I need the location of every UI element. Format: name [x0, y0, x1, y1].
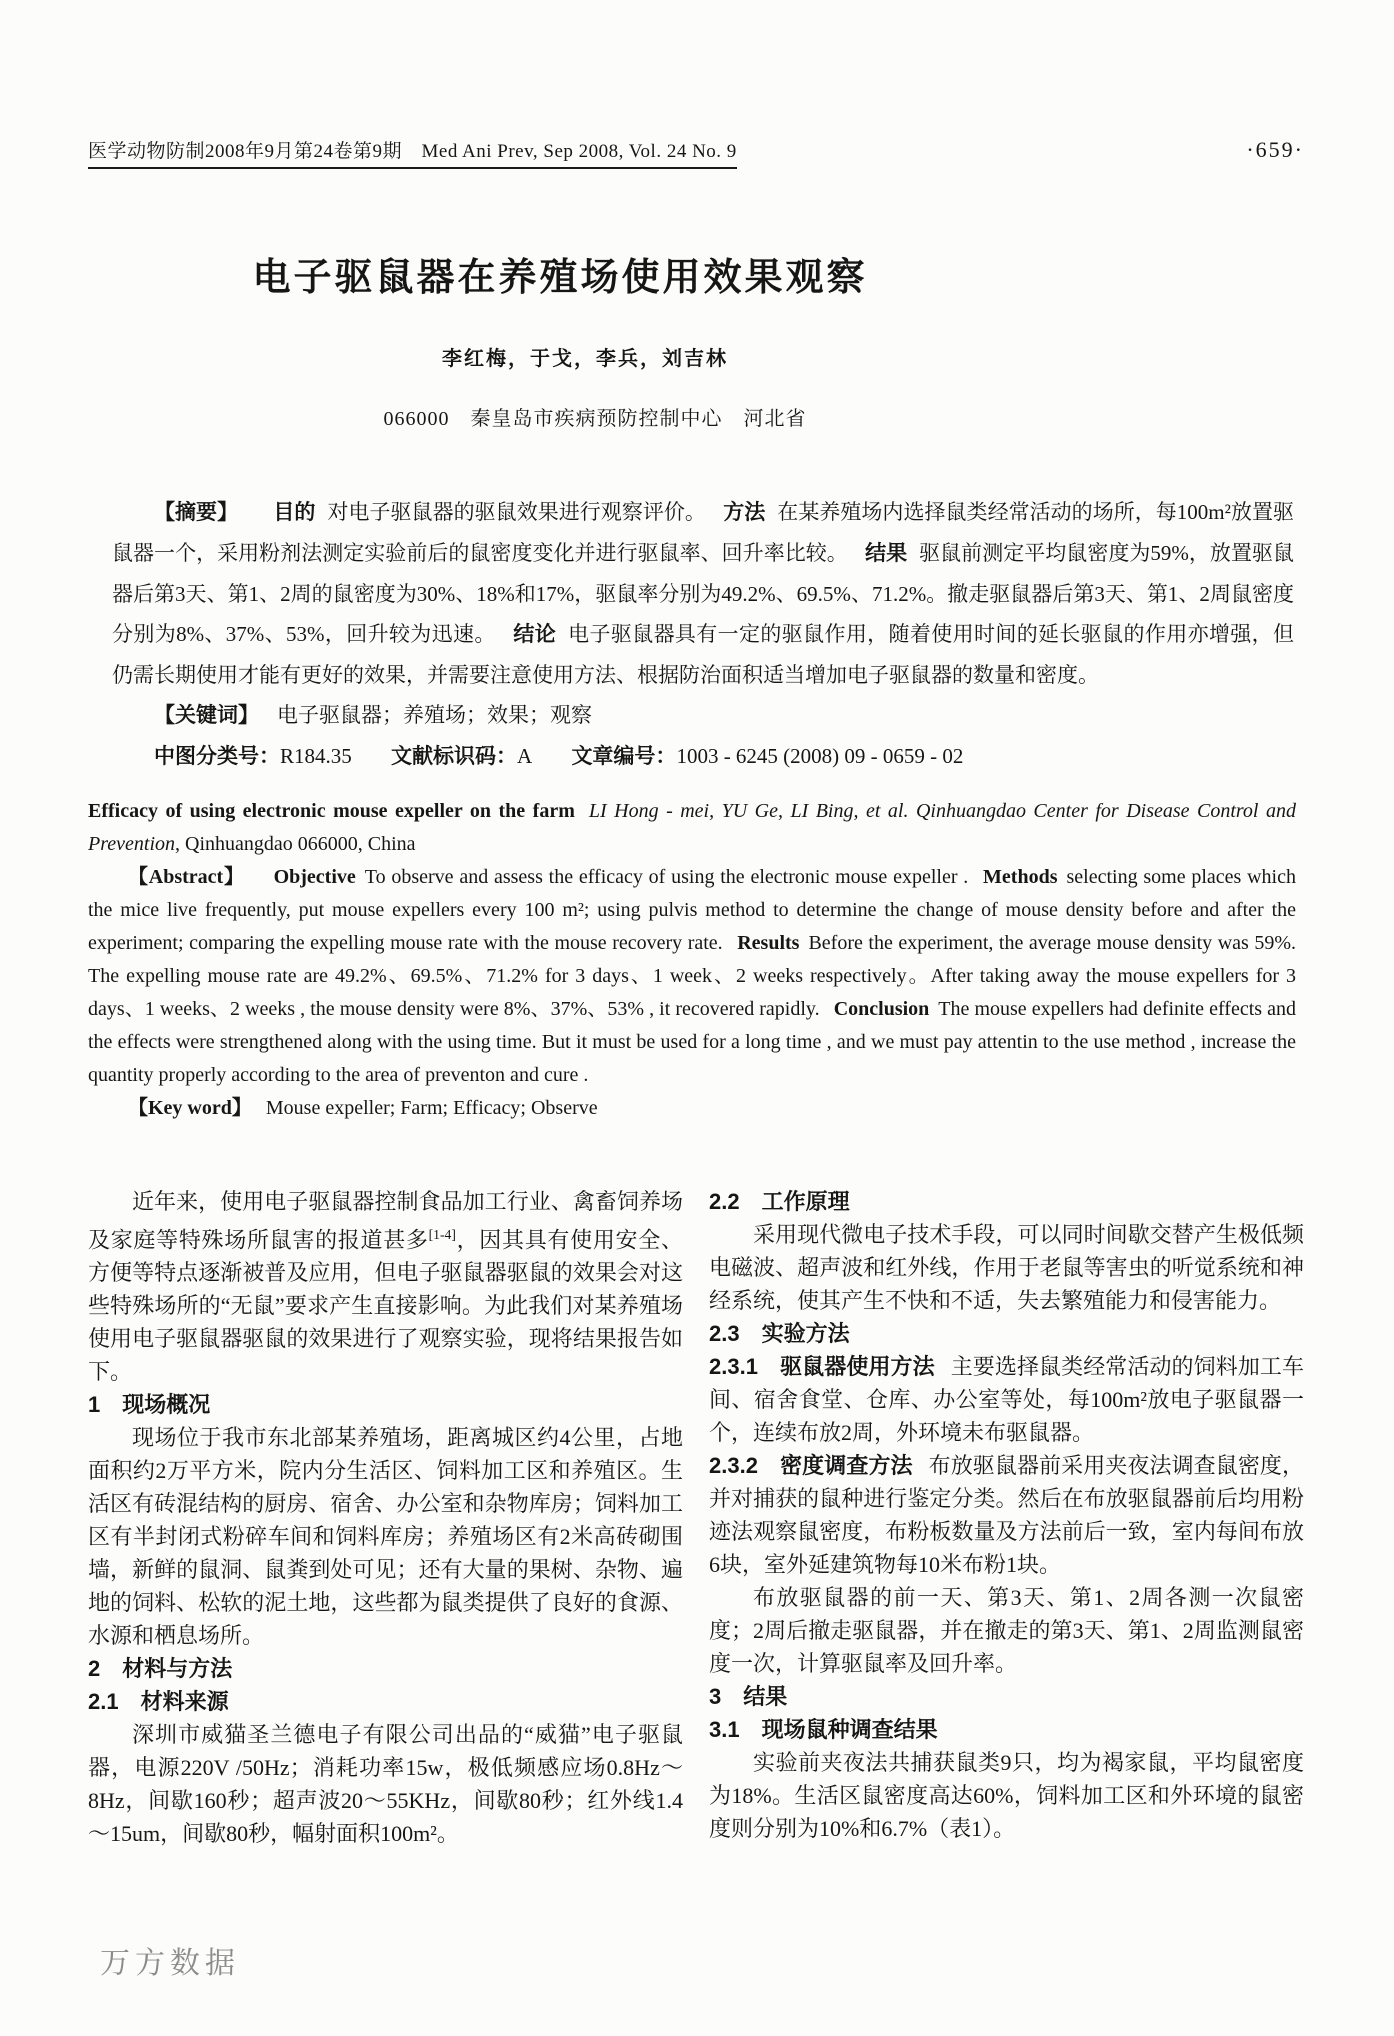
- affiliation-block: [0, 402, 1190, 431]
- citation-superscript: [1-4]: [428, 1227, 456, 1242]
- results-en-text: Before the experiment, the average mouse density was 59%. The expelling mouse rate are 49.2%、69.5%、71.2% for 3 days、1 week、2 weeks respectively。After taking away the mouse expellers for 3 days、1 weeks、2 weeks , the mouse density were 8%、37%、53% , it recovered rapidly.: [88, 932, 1297, 1020]
- objective-en-label: Objective: [273, 866, 356, 888]
- classification-line: [112, 736, 1294, 777]
- keywords-chinese: [112, 695, 1294, 736]
- authors-block: [0, 342, 1170, 371]
- article-id-value: 1003 - 6245 (2008) 09 - 0659 - 02: [676, 744, 964, 768]
- section-2-3-1-text: 主要选择鼠类经常活动的饲料加工车间、宿舍食堂、仓库、办公室等处，每100m²放电子驱鼠器一个，连续布放2周，外环境未布驱鼠器。: [709, 1354, 1304, 1445]
- results-en-label: Results: [737, 932, 800, 954]
- methods-text: 在某养殖场内选择鼠类经常活动的场所，每100m²放置驱鼠器一个，采用粉剂法测定实验前后的鼠密度变化并进行驱鼠率、回升率比较。: [112, 500, 1295, 565]
- doc-code-label: 文献标识码：: [391, 745, 518, 768]
- abstract-english: [88, 795, 1296, 1125]
- section-2-3-2-paragraph: [709, 1449, 1304, 1581]
- section-2-3-1-paragraph: [709, 1350, 1304, 1449]
- right-column: [709, 1185, 1304, 1850]
- keywords-label: 【关键词】: [154, 704, 259, 727]
- keywords-en-text: Mouse expeller; Farm; Efficacy; Observe: [265, 1097, 598, 1119]
- journal-citation: 医学动物防制2008年9月第24卷第9期 Med Ani Prev, Sep 2008, Vol. 24 No. 9: [88, 136, 737, 169]
- wanfang-watermark: 万方数据: [100, 1947, 240, 1980]
- conclusion-en-text: The mouse expellers had definite effects and the effects were strengthened along with the using time. But it must be used for a long time , and we must pay attentin to the use method , increase the quantity properly according to the area of preventon and cure .: [88, 998, 1296, 1086]
- english-title-line: [88, 795, 1296, 861]
- section-1-heading: 1 现场概况: [88, 1392, 211, 1418]
- article-id-label: 文章编号：: [571, 745, 677, 768]
- conclusion-en-label: Conclusion: [833, 998, 930, 1020]
- english-authors-affiliation: LI Hong - mei, YU Ge, LI Bing, et al. Qinhuangdao Center for Disease Control and Prevention: [88, 800, 1296, 855]
- english-title: Efficacy of using electronic mouse expeller on the farm: [88, 800, 575, 822]
- abstract-label: 【摘要】: [154, 501, 239, 524]
- intro-text-post: ，因其具有使用安全、方便等特点逐渐被普及应用，但电子驱鼠器驱鼠的效果会对这些特殊场所的“无鼠”要求产生直接影响。为此我们对某养殖场使用电子驱鼠器驱鼠的效果进行了观察实验，现将结果报告如下。: [88, 1227, 684, 1385]
- section-2-3-2-text: 布放驱鼠器前采用夹夜法调查鼠密度，并对捕获的鼠种进行鉴定分类。然后在布放驱鼠器前后均用粉迹法观察鼠密度，布粉板数量及方法前后一致，室内每间布放6块，室外延建筑物每10米布粉1块。: [709, 1453, 1304, 1577]
- results-text: 驱鼠前测定平均鼠密度为59%，放置驱鼠器后第3天、第1、2周的鼠密度为30%、18%和17%，驱鼠率分别为49.2%、69.5%、71.2%。撤走驱鼠器后第3天、第1、2周鼠密度分别为8%、37%、53%，回升较为迅速。: [112, 541, 1295, 646]
- intro-text-pre: 近年来，使用电子驱鼠器控制食品加工行业、禽畜饲养场及家庭等特殊场所鼠害的报道甚多: [88, 1189, 683, 1253]
- objective-label: 目的: [273, 501, 316, 524]
- body-columns: [88, 1185, 1304, 1850]
- keywords-english: [88, 1092, 1296, 1125]
- section-2-3-heading: 2.3 实验方法: [709, 1321, 850, 1346]
- results-label: 结果: [865, 542, 908, 565]
- abstract-english-paragraph: [88, 861, 1296, 1092]
- journal-header: [88, 136, 1304, 169]
- methods-label: 方法: [723, 501, 766, 524]
- objective-text: 对电子驱鼠器的驱鼠效果进行观察评价。: [327, 500, 706, 524]
- section-3-heading: 3 结果: [709, 1684, 788, 1709]
- article-title: 电子驱鼠器在养殖场使用效果观察: [252, 257, 868, 299]
- keywords-en-label: 【Key word】: [128, 1097, 252, 1119]
- abstract-en-label: 【Abstract】: [128, 866, 245, 888]
- page-number: ·659·: [1246, 137, 1304, 162]
- section-2-heading: 2 材料与方法: [88, 1656, 233, 1682]
- affiliation: 066000 秦皇岛市疾病预防控制中心 河北省: [383, 408, 807, 430]
- english-location: , Qinhuangdao 066000, China: [175, 833, 416, 855]
- conclusion-label: 结论: [513, 623, 557, 646]
- section-2-1-heading: 2.1 材料来源: [88, 1689, 229, 1715]
- section-2-2-paragraph: 采用现代微电子技术手段，可以同时间歇交替产生极低频电磁波、超声波和红外线，作用于老鼠等害虫的听觉系统和神经系统，使其产生不快和不适，失去繁殖能力和侵害能力。: [709, 1222, 1304, 1313]
- section-2-1-paragraph: 深圳市威猫圣兰德电子有限公司出品的“威猫”电子驱鼠器，电源220V /50Hz；消耗功率15w，极低频感应场0.8Hz～8Hz，间歇160秒；超声波20～55KHz，间歇80秒；红外线1.4～15um，间歇80秒，幅射面积100m²。: [88, 1722, 683, 1847]
- abstract-chinese-paragraph: [112, 492, 1294, 695]
- doc-code-value: A: [517, 744, 533, 768]
- objective-en-text: To observe and assess the efficacy of using the electronic mouse expeller .: [364, 866, 969, 888]
- conclusion-text: 电子驱鼠器具有一定的驱鼠作用，随着使用时间的延长驱鼠的作用亦增强，但仍需长期使用才能有更好的效果，并需要注意使用方法、根据防治面积适当增加电子驱鼠器的数量和密度。: [112, 622, 1295, 687]
- section-2-3-1-heading: 2.3.1 驱鼠器使用方法: [709, 1354, 935, 1379]
- section-3-1-heading: 3.1 现场鼠种调查结果: [709, 1717, 938, 1742]
- clc-label: 中图分类号：: [154, 745, 280, 768]
- methods-en-text: selecting some places which the mice live frequently, put mouse expellers every 100 m²; using pulvis method to determine the change of mouse density before and after the experiment; comparing the expelling mouse rate with the mouse recovery rate.: [88, 866, 1296, 954]
- title-block: [0, 246, 1120, 301]
- methods-en-label: Methods: [983, 866, 1058, 888]
- abstract-chinese: [112, 492, 1294, 777]
- section-2-3-2-heading: 2.3.2 密度调查方法: [709, 1453, 913, 1478]
- intro-paragraph: [88, 1185, 683, 1388]
- clc-value: R184.35: [280, 744, 352, 768]
- left-column: [88, 1185, 683, 1850]
- section-3-1-paragraph: 实验前夹夜法共捕获鼠类9只，均为褐家鼠，平均鼠密度为18%。生活区鼠密度高达60%，饲料加工区和外环境的鼠密度则分别为10%和6.7%（表1）。: [709, 1750, 1304, 1841]
- section-2-3-3-paragraph: 布放驱鼠器的前一天、第3天、第1、2周各测一次鼠密度；2周后撤走驱鼠器，并在撤走的第3天、第1、2周监测鼠密度一次，计算驱鼠率及回升率。: [709, 1585, 1304, 1676]
- section-1-paragraph: 现场位于我市东北部某养殖场，距离城区约4公里，占地面积约2万平方米，院内分生活区、饲料加工区和养殖区。生活区有砖混结构的厨房、宿舍、办公室和杂物库房；饲料加工区有半封闭式粉碎车间和饲料库房；养殖场区有2米高砖砌围墙，新鲜的鼠洞、鼠粪到处可见；还有大量的果树、杂物、遍地的饲料、松软的泥土地，这些都为鼠类提供了良好的食源、水源和栖息场所。: [88, 1425, 683, 1649]
- keywords-text: 电子驱鼠器；养殖场；效果；观察: [277, 703, 592, 727]
- section-2-2-heading: 2.2 工作原理: [709, 1189, 850, 1214]
- authors: 李红梅，于戈，李兵，刘吉林: [442, 348, 728, 370]
